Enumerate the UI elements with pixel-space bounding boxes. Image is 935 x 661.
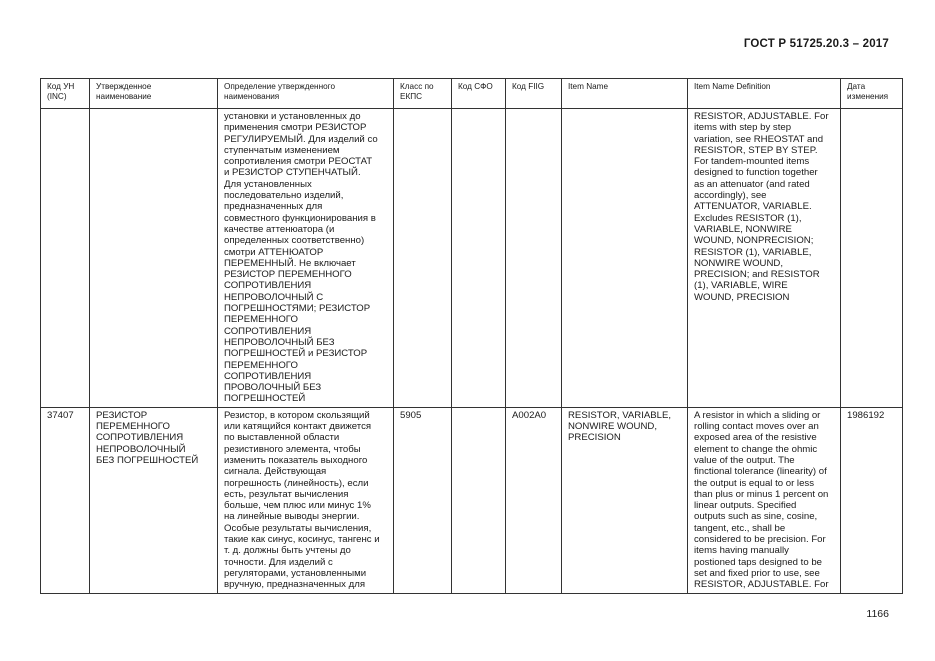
cell-change-date: 1986192 bbox=[841, 407, 903, 593]
table-header-row bbox=[41, 79, 903, 109]
document-standard-header: ГОСТ Р 51725.20.3 – 2017 bbox=[743, 38, 889, 50]
cell-definition: установки и установленных до применения смотри РЕЗИСТОР РЕГУЛИРУЕМЫЙ. Для изделий со ступенчатым изменением сопротивления смотри РЕОСТАТ и РЕЗИСТОР СТУПЕНЧАТЫЙ. Для установленных последовательно изделий, предназначенных для совместного функционирования в качестве аттенюатора (и определенных соответственно) смотри АТТЕНЮАТОР ПЕРЕМЕННЫЙ. Не включает РЕЗИСТОР ПЕРЕМЕННОГО СОПРОТИВЛЕНИЯ НЕПРОВОЛОЧНЫЙ С ПОГРЕШНОСТЯМИ; РЕЗИСТОР ПЕРЕМЕННОГО СОПРОТИВЛЕНИЯ НЕПРОВОЛОЧНЫЙ БЕЗ ПОГРЕШНОСТЕЙ и РЕЗИСТОР ПЕРЕМЕННОГО СОПРОТИВЛЕНИЯ ПРОВОЛОЧНЫЙ БЕЗ ПОГРЕШНОСТЕЙ bbox=[218, 109, 394, 408]
column-header-approved-name: Утвержденное наименование bbox=[90, 79, 218, 109]
table-row bbox=[41, 407, 903, 593]
nomenclature-table bbox=[40, 78, 903, 594]
column-header-change-date: Дата изменения bbox=[841, 79, 903, 109]
column-header-item-name: Item Name bbox=[562, 79, 688, 109]
cell-fiig-code bbox=[506, 109, 562, 408]
cell-item-name: RESISTOR, VARIABLE, NONWIRE WOUND, PRECISION bbox=[562, 407, 688, 593]
column-header-item-name-definition: Item Name Definition bbox=[688, 79, 841, 109]
cell-approved-name: РЕЗИСТОР ПЕРЕМЕННОГО СОПРОТИВЛЕНИЯ НЕПРОВОЛОЧНЫЙ БЕЗ ПОГРЕШНОСТЕЙ bbox=[90, 407, 218, 593]
cell-change-date bbox=[841, 109, 903, 408]
column-header-fiig-code: Код FIIG bbox=[506, 79, 562, 109]
column-header-sfo-code: Код СФО bbox=[452, 79, 506, 109]
cell-approved-name bbox=[90, 109, 218, 408]
column-header-ekps-class: Класс по ЕКПС bbox=[394, 79, 452, 109]
table-row bbox=[41, 109, 903, 408]
cell-item-name-definition: RESISTOR, ADJUSTABLE. For items with step by step variation, see RHEOSTAT and RESISTOR, STEP BY STEP. For tandem-mounted items designed to function together as an attenuator (and rated accordingly), see ATTENUATOR, VARIABLE. Excludes RESISTOR (1), VARIABLE, NONWIRE WOUND, NONPRECISION; RESISTOR (1), VARIABLE, NONWIRE WOUND, PRECISION; and RESISTOR (1), VARIABLE, WIRE WOUND, PRECISION bbox=[688, 109, 841, 408]
cell-definition: Резистор, в котором скользящий или катящийся контакт движется по выставленной области резистивного элемента, чтобы изменить показатель выходного сигнала. Действующая погрешность (линейность), если есть, результат вычисления больше, чем плюс или минус 1% на линейные выводы энергии. Особые результаты вычисления, такие как синус, косинус, тангенс и т. д. должны быть учтены до точности. Для изделий с регуляторами, установленными вручную, предназначенных для bbox=[218, 407, 394, 593]
cell-ekps-class bbox=[394, 109, 452, 408]
cell-item-name bbox=[562, 109, 688, 408]
cell-sfo-code bbox=[452, 407, 506, 593]
cell-sfo-code bbox=[452, 109, 506, 408]
page-number: 1166 bbox=[866, 608, 889, 620]
cell-fiig-code: A002A0 bbox=[506, 407, 562, 593]
cell-ekps-class: 5905 bbox=[394, 407, 452, 593]
cell-inc: 37407 bbox=[41, 407, 90, 593]
column-header-definition: Определение утвержденного наименования bbox=[218, 79, 394, 109]
cell-inc bbox=[41, 109, 90, 408]
cell-item-name-definition: A resistor in which a sliding or rolling contact moves over an exposed area of the resistive element to change the ohmic value of the output. The finctional tolerance (linearity) of the output is equal to or less than plus or minus 1 percent on linear outputs. Specified outputs such as sine, cosine, tangent, etc., shall be considered to be precision. For items having manually postioned taps designed to be set and fixed prior to use, see RESISTOR, ADJUSTABLE. For bbox=[688, 407, 841, 593]
column-header-inc: Код УН (INC) bbox=[41, 79, 90, 109]
